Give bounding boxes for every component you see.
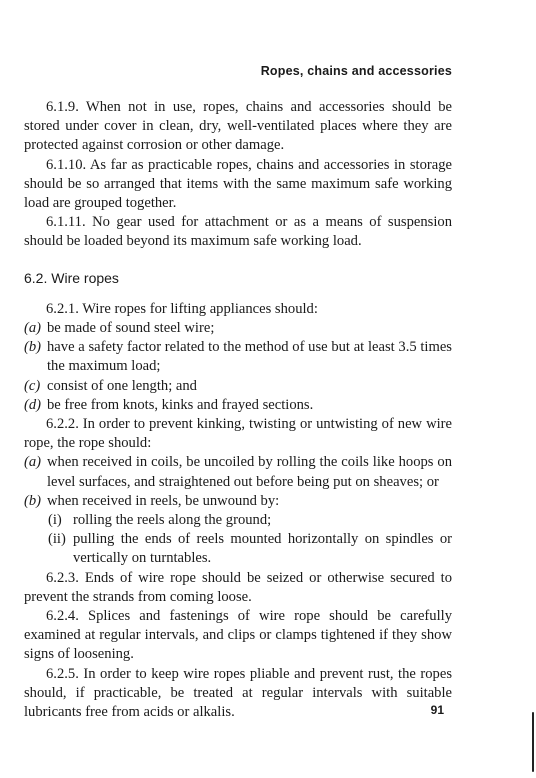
sub-list-item-text: pulling the ends of reels mounted horizontally on spindles or vertically on turntables. [73, 531, 452, 567]
sub-list-marker: (ii) [48, 531, 66, 548]
sub-list-marker: (i) [48, 512, 62, 529]
paragraph-6-2-4: 6.2.4. Splices and fastenings of wire rope should be carefully examined at regular intervals, and clips or clamps tightened if they show signs of loosening. [24, 608, 452, 663]
list-marker: (b) [24, 492, 42, 509]
list-item-text: when received in reels, be unwound by: [47, 492, 280, 509]
paragraph-6-2-5: 6.2.5. In order to keep wire ropes pliable and prevent rust, the ropes should, if practicable, be treated at regular intervals with suitable lubricants free from acids or alkalis. [24, 665, 452, 721]
sub-list-item-text: rolling the reels along the ground; [73, 512, 272, 529]
paragraph-6-2-1: 6.2.1. Wire ropes for lifting appliances should: [46, 300, 318, 317]
sub-list-item [48, 530, 452, 568]
paragraph-6-1-10: 6.1.10. As far as practicable ropes, chains and accessories in storage should be so arranged that items with the same maximum safe working load are grouped together. [24, 156, 452, 212]
list-item [24, 319, 452, 338]
page-number: 91 [430, 703, 444, 717]
paragraph-6-1-9: 6.1.9. When not in use, ropes, chains and accessories should be stored under cover in clean, dry, well-ventilated places where they are protected against corrosion or other damage. [24, 99, 452, 154]
list-item-text: consist of one length; and [47, 377, 197, 394]
running-head: Ropes, chains and accessories [260, 64, 452, 78]
list-item [24, 453, 452, 491]
list-item [24, 338, 452, 376]
sub-list-item [48, 511, 452, 530]
list-marker: (d) [24, 396, 42, 413]
list-item [24, 377, 452, 396]
body-text [24, 98, 452, 722]
list-marker: (b) [24, 339, 42, 356]
paragraph-6-2-3: 6.2.3. Ends of wire rope should be seized or otherwise secured to prevent the strands from coming loose. [24, 569, 452, 605]
list-item-text: when received in coils, be uncoiled by rolling the coils like hoops on level surfaces, and straightened out before being put on sheaves; or [47, 454, 452, 490]
list-item-text: be made of sound steel wire; [47, 320, 215, 337]
list-marker: (a) [24, 320, 42, 337]
list-item [24, 492, 452, 511]
list-item-text: be free from knots, kinks and frayed sections. [47, 396, 314, 413]
paragraph-6-2-2: 6.2.2. In order to prevent kinking, twisting or untwisting of new wire rope, the rope should: [24, 416, 452, 452]
section-heading: 6.2. Wire ropes [24, 269, 119, 286]
scan-edge-mark [532, 712, 534, 772]
paragraph-6-1-11: 6.1.11. No gear used for attachment or as a means of suspension should be loaded beyond its maximum safe working load. [24, 214, 452, 250]
list-marker: (a) [24, 454, 42, 471]
list-marker: (c) [24, 377, 41, 394]
list-item [24, 396, 452, 415]
list-item-text: have a safety factor related to the method of use but at least 3.5 times the maximum load; [47, 339, 452, 375]
